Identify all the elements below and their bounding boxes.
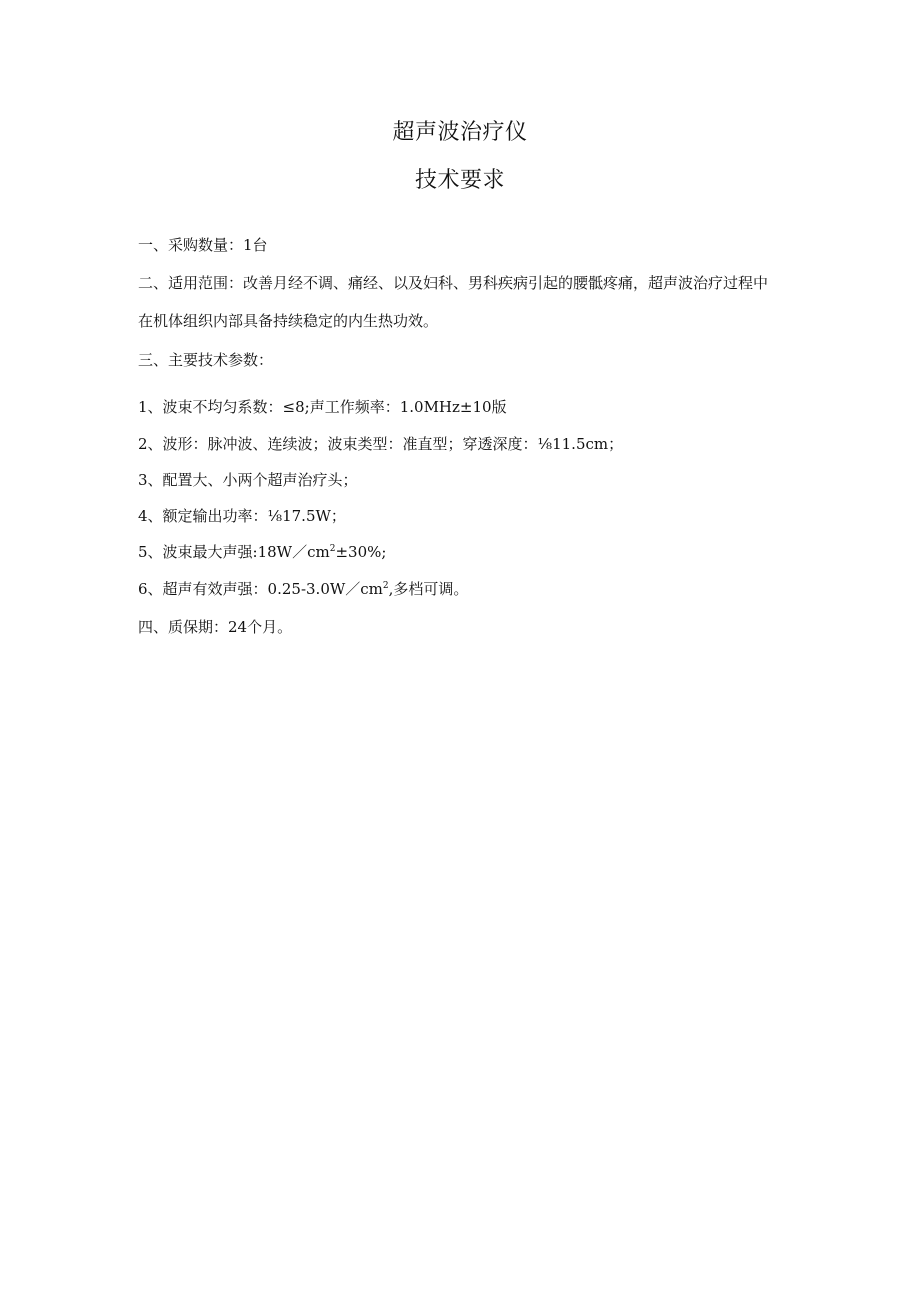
parameter-5-superscript: 2 (329, 544, 336, 554)
parameter-5 (138, 533, 778, 571)
section-technical-parameters-heading: 三、主要技术参数： (138, 351, 274, 369)
document-title: 超声波治疗仪 (392, 120, 528, 145)
parameter-5-prefix: 5、波束最大声强:18W／cm (138, 543, 330, 561)
parameter-6 (138, 570, 778, 608)
section-procurement-quantity: 一、采购数量：1台 (138, 236, 268, 254)
parameter-2: 2、波形：脉冲波、连续波；波束类型：准直型；穿透深度：⅛11.5cm； (138, 435, 624, 453)
document-subtitle: 技术要求 (414, 168, 505, 193)
parameter-6-superscript: 2 (382, 581, 389, 591)
parameter-4: 4、额定输出功率：⅛17.5W； (138, 507, 346, 525)
parameter-6-suffix: ,多档可调。 (388, 580, 469, 598)
parameter-6-prefix: 6、超声有效声强：0.25-3.0W／cm (138, 580, 383, 598)
parameter-5-suffix: ±30%; (335, 543, 387, 561)
section-warranty-period: 四、质保期：24个月。 (138, 618, 293, 636)
parameter-1: 1、波束不均匀系数：≤8;声工作频率：1.0MHz±10版 (138, 398, 507, 416)
parameter-3: 3、配置大、小两个超声治疗头； (138, 471, 358, 489)
section-application-scope: 二、适用范围：改善月经不调、痛经、以及妇科、男科疾病引起的腰骶疼痛，超声波治疗过程中在机体组织内部具备持续稳定的内生热功效。 (138, 274, 769, 330)
